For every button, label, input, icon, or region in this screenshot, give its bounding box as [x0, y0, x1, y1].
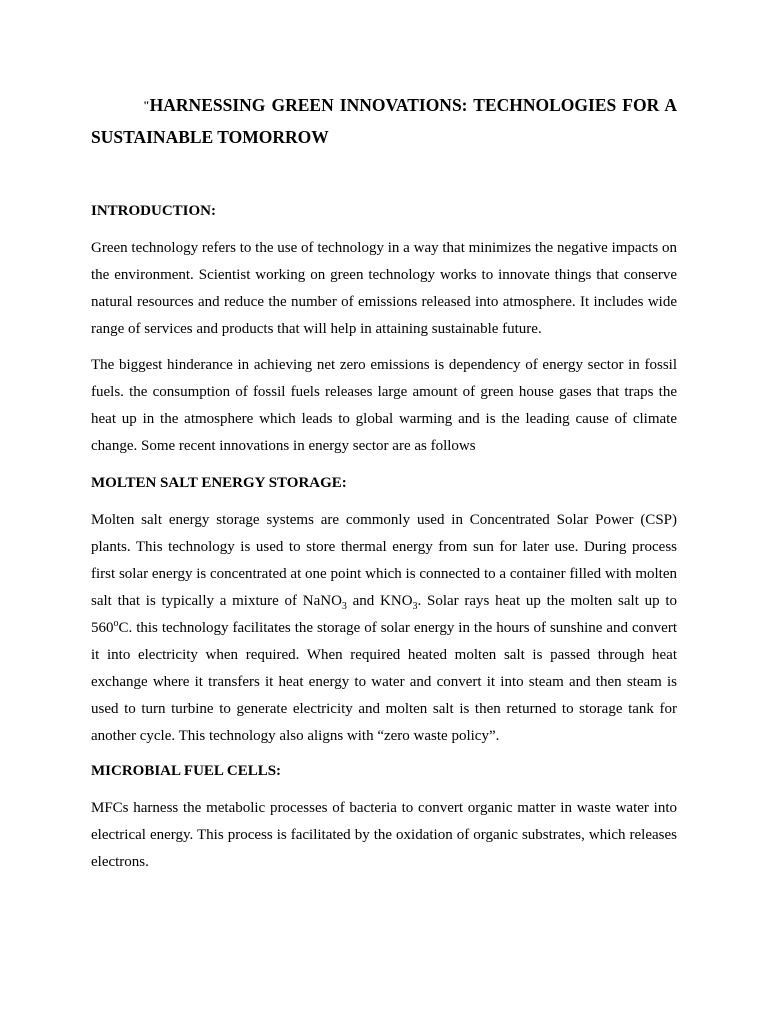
molten-salt-paragraph-block: [91, 507, 677, 750]
microbial-heading-block: [91, 758, 677, 785]
document-title: [91, 89, 677, 153]
molten-salt-sub-1: 3: [341, 601, 347, 612]
molten-salt-heading-block: [91, 470, 677, 497]
introduction-paragraph-1-block: [91, 235, 677, 343]
microbial-paragraph-block: [91, 795, 677, 876]
molten-salt-text-c: . Solar rays heat up the molten salt up to 560: [91, 593, 677, 636]
introduction-paragraph-2-block: [91, 352, 677, 460]
molten-salt-degree-sup: o: [113, 618, 119, 629]
molten-salt-heading: MOLTEN SALT ENERGY STORAGE:: [91, 475, 347, 491]
introduction-heading-block: [91, 198, 677, 225]
molten-salt-text-a: Molten salt energy storage systems are commonly used in Concentrated Solar Power (CSP) plants. This technology is used to store thermal energy from sun for later use. During process first solar energy is concentrated at one point which is connected to a container filled with molten salt that is typically a mixture of NaNO: [91, 512, 677, 609]
title-text: HARNESSING GREEN INNOVATIONS: TECHNOLOGIES FOR A SUSTAINABLE TOMORROW: [91, 95, 677, 147]
molten-salt-text-b: and KNO: [346, 593, 413, 609]
molten-salt-paragraph: [91, 507, 677, 750]
introduction-heading: INTRODUCTION:: [91, 203, 217, 219]
introduction-paragraph-1: Green technology refers to the use of technology in a way that minimizes the negative impacts on the environment. Scientist working on green technology works to innovate things that conserve natural resources and reduce the number of emissions released into atmosphere. It includes wide range of services and products that will help in attaining sustainable future.: [91, 240, 677, 337]
introduction-paragraph-2: The biggest hinderance in achieving net zero emissions is dependency of energy sector in fossil fuels. the consumption of fossil fuels releases large amount of green house gases that traps the heat up in the atmosphere which leads to global warming and is the leading cause of climate change. Some recent innovations in energy sector are as follows: [91, 357, 677, 454]
microbial-paragraph: MFCs harness the metabolic processes of bacteria to convert organic matter in waste water into electrical energy. This process is facilitated by the oxidation of organic substrates, which releases electrons.: [91, 800, 677, 870]
molten-salt-sub-2: 3: [412, 601, 418, 612]
microbial-heading: MICROBIAL FUEL CELLS:: [91, 763, 282, 779]
molten-salt-text-d: C. this technology facilitates the storage of solar energy in the hours of sunshine and convert it into electricity when required. When required heated molten salt is passed through heat exchange where it transfers it heat energy to water and convert it into steam and then steam is used to turn turbine to generate electricity and molten salt is then returned to storage tank for another cycle. This technology also aligns with “zero waste policy”.: [91, 620, 677, 744]
title-block: [91, 89, 677, 153]
title-quote-mark: ": [143, 98, 150, 112]
